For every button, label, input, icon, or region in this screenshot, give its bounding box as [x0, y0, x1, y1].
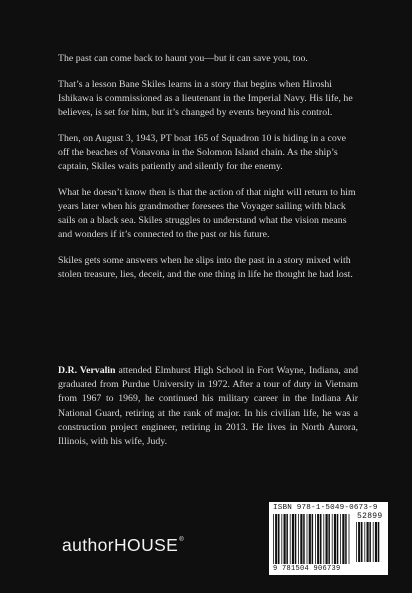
author-bio-text: attended Elmhurst High School in Fort Wayne, Indiana, and graduated from Purdue University in 1972. After a tour of duty in Vietnam from 1967 to 1969, he continued his military career in the Indiana Air National Guard, retiring at the rank of major. In his civilian life, he was a construction project engineer, retiring in 2013. He lives in North Aurora, Illinois, with his wife, Judy. [58, 365, 358, 448]
blurb-paragraph-2: That’s a lesson Bane Skiles learns in a story that begins when Hiroshi Ishikawa is commissioned as a lieutenant in the Imperial Navy. His life, he believes, is set for him, but it’s changed by events beyond his control. [58, 79, 353, 118]
isbn-label: ISBN 978-1-5049-0673-9 [273, 504, 378, 512]
price-barcode-icon [355, 522, 383, 562]
publisher-name: authorHOUSE [62, 535, 179, 555]
author-name: D.R. Vervalin [58, 365, 116, 376]
back-cover-blurb [58, 52, 358, 294]
blurb-paragraph-1: The past can come back to haunt you—but it can save you, too. [58, 53, 308, 64]
barcode-block [269, 502, 388, 575]
ean-barcode-icon [272, 514, 352, 564]
price-code: 52899 [357, 512, 383, 521]
blurb-paragraph-5: Skiles gets some answers when he slips into the past in a story mixed with stolen treasure, lies, deceit, and the one thing in life he thought he had lost. [58, 255, 353, 280]
blurb-paragraph-4: What he doesn’t know then is that the action of that night will return to him years later when his grandmother foresees the Voyager sailing with black sails on a black sea. Skiles struggles to understand what the vision means and wonders if it’s connected to the past or his future. [58, 187, 356, 240]
blurb-paragraph-3: Then, on August 3, 1943, PT boat 165 of Squadron 10 is hiding in a cove off the beaches of Vonavona in the Solomon Island chain. As the ship’s captain, Skiles waits patiently and silently for the enemy. [58, 133, 347, 172]
publisher-logo [62, 535, 184, 556]
registered-mark: ® [179, 537, 185, 543]
ean-number: 9 781504 906739 [273, 565, 341, 573]
author-bio [58, 364, 358, 449]
